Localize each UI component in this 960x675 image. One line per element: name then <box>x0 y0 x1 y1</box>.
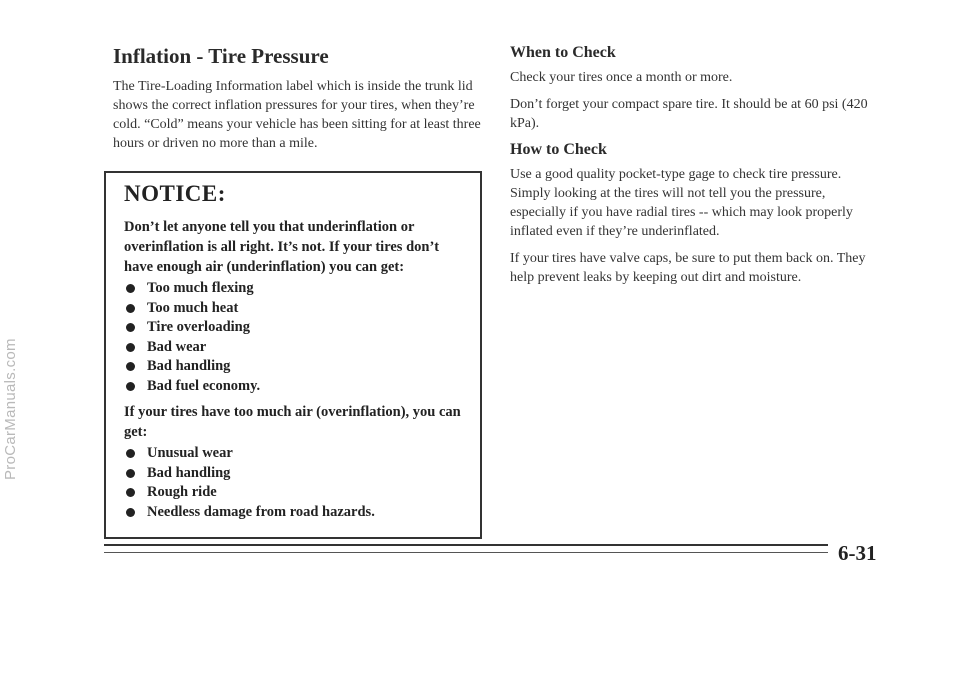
bullet-icon <box>126 284 135 293</box>
bullet-icon <box>126 449 135 458</box>
list-item: Bad handling <box>124 464 468 484</box>
underinflation-list <box>124 279 468 396</box>
footer-rule <box>104 544 828 546</box>
list-item: Bad wear <box>124 338 468 358</box>
bullet-icon <box>126 382 135 391</box>
bullet-icon <box>126 343 135 352</box>
notice-title: NOTICE: <box>124 181 226 206</box>
notice-paragraph-underinflation: Don’t let anyone tell you that underinflation or overinflation is all right. It’s not. If your tires don’t have enough air (underinflation) you can get: <box>124 219 440 275</box>
list-item: Rough ride <box>124 483 468 503</box>
how-to-check-paragraph-1: Use a good quality pocket-type gage to check tire pressure. Simply looking at the tires will not tell you the pressure, especially if you have radial tires -- which may look properly inflated even if they’re underinflated. <box>510 167 853 239</box>
list-item: Bad fuel economy. <box>124 377 468 397</box>
when-to-check-paragraph-1: Check your tires once a month or more. <box>510 70 733 85</box>
notice-box <box>104 171 482 539</box>
bullet-icon <box>126 488 135 497</box>
list-item: Needless damage from road hazards. <box>124 503 468 523</box>
list-item: Bad handling <box>124 357 468 377</box>
bullet-icon <box>126 304 135 313</box>
bullet-icon <box>126 362 135 371</box>
when-to-check-paragraph-2: Don’t forget your compact spare tire. It should be at 60 psi (420 kPa). <box>510 97 868 131</box>
intro-paragraph: The Tire-Loading Information label which is inside the trunk lid shows the correct inflation pressures for your tires, when they’re cold. “Cold” means your vehicle has been sitting for at least three hours or driven no more than a mile. <box>113 79 481 151</box>
page-number: 6-31 <box>838 541 877 565</box>
how-to-check-paragraph-2: If your tires have valve caps, be sure to put them back on. They help prevent leaks by keeping out dirt and moisture. <box>510 251 866 285</box>
bullet-icon <box>126 508 135 517</box>
how-to-check-heading: How to Check <box>510 141 607 158</box>
bullet-icon <box>126 323 135 332</box>
overinflation-list <box>124 444 468 522</box>
list-item: Tire overloading <box>124 318 468 338</box>
notice-paragraph-overinflation: If your tires have too much air (overinflation), you can get: <box>124 404 461 440</box>
bullet-icon <box>126 469 135 478</box>
watermark: ProCarManuals.com <box>2 338 19 480</box>
list-item: Too much flexing <box>124 279 468 299</box>
footer-rule-thin <box>104 552 828 553</box>
list-item: Too much heat <box>124 299 468 319</box>
left-column <box>113 44 485 161</box>
section-title: Inflation - Tire Pressure <box>113 44 329 68</box>
when-to-check-heading: When to Check <box>510 44 616 61</box>
right-column <box>510 44 882 295</box>
list-item: Unusual wear <box>124 444 468 464</box>
